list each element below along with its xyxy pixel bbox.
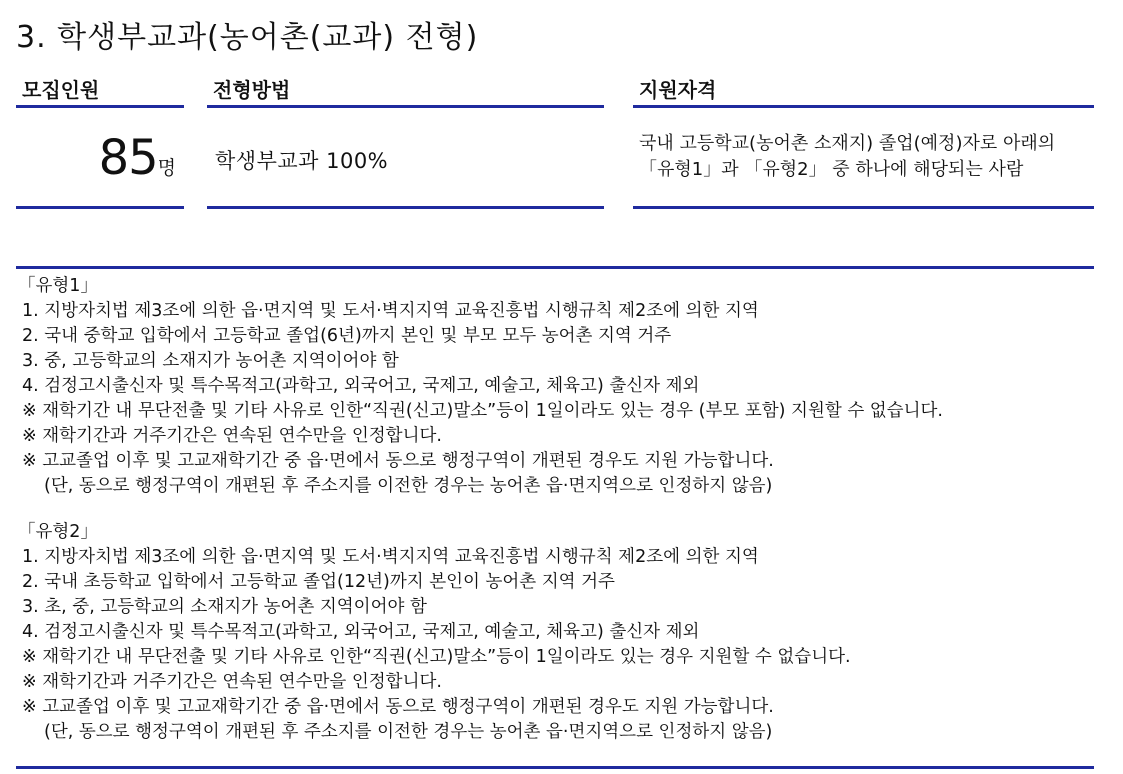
type-2-note: ※ 고교졸업 이후 및 고교재학기간 중 읍·면에서 동으로 행정구역이 개편된 경우도 지원 가능합니다. — [22, 697, 774, 717]
type-1-note: ※ 고교졸업 이후 및 고교재학기간 중 읍·면에서 동으로 행정구역이 개편된 경우도 지원 가능합니다. — [22, 451, 774, 471]
method-text: 학생부교과 100% — [215, 149, 389, 173]
type-2-note: ※ 재학기간과 거주기간은 연속된 연수만을 인정합니다. — [22, 672, 442, 692]
type-2-item: 3. 초, 중, 고등학교의 소재지가 농어촌 지역이어야 함 — [22, 597, 427, 617]
type-1-item: 2. 국내 중학교 입학에서 고등학교 졸업(6년)까지 본인 및 부모 모두 농어촌 지역 거주 — [22, 326, 672, 346]
qualification-column — [633, 76, 1094, 209]
type-1-title: 「유형1」 — [18, 276, 98, 296]
method-column — [207, 76, 604, 209]
type-1-note: ※ 재학기간과 거주기간은 연속된 연수만을 인정합니다. — [22, 426, 442, 446]
type-2-note: ※ 재학기간 내 무단전출 및 기타 사유로 인한“직권(신고)말소”등이 1일이라도 있는 경우 지원할 수 없습니다. — [22, 647, 851, 667]
quota-header: 모집인원 — [16, 76, 184, 108]
qualification-text: 국내 고등학교(농어촌 소재지) 졸업(예정)자로 아래의 「유형1」과 「유형2」 중 하나에 해당되는 사람 — [639, 133, 1056, 180]
type-2-block — [18, 520, 1108, 745]
method-cell — [207, 108, 604, 209]
qualification-header: 지원자격 — [633, 76, 1094, 108]
type-1-block — [18, 274, 1108, 499]
type-1-item: 1. 지방자치법 제3조에 의한 읍·면지역 및 도서·벽지지역 교육진흥법 시행규칙 제2조에 의한 지역 — [22, 301, 759, 321]
type-1-note-continuation: (단, 동으로 행정구역이 개편된 후 주소지를 이전한 경우는 농어촌 읍·면지역으로 인정하지 않음) — [44, 476, 773, 496]
quota-cell — [16, 108, 184, 209]
qualification-cell — [633, 108, 1094, 209]
quota-number: 85 — [98, 130, 158, 186]
type-1-item: 3. 중, 고등학교의 소재지가 농어촌 지역이어야 함 — [22, 351, 399, 371]
details-bottom-divider — [16, 766, 1094, 769]
quota-column — [16, 76, 184, 209]
type-2-item: 4. 검정고시출신자 및 특수목적고(과학고, 외국어고, 국제고, 예술고, 체육고) 출신자 제외 — [22, 622, 700, 642]
page-title: 3. 학생부교과(농어촌(교과) 전형) — [16, 20, 479, 55]
type-1-item: 4. 검정고시출신자 및 특수목적고(과학고, 외국어고, 국제고, 예술고, 체육고) 출신자 제외 — [22, 376, 700, 396]
type-2-title: 「유형2」 — [18, 522, 98, 542]
type-2-note-continuation: (단, 동으로 행정구역이 개편된 후 주소지를 이전한 경우는 농어촌 읍·면지역으로 인정하지 않음) — [44, 722, 773, 742]
method-header: 전형방법 — [207, 76, 604, 108]
eligibility-details — [18, 274, 1108, 745]
quota-value — [99, 130, 176, 186]
type-1-note: ※ 재학기간 내 무단전출 및 기타 사유로 인한“직권(신고)말소”등이 1일이라도 있는 경우 (부모 포함) 지원할 수 없습니다. — [22, 401, 943, 421]
details-top-divider — [16, 266, 1094, 269]
type-2-item: 1. 지방자치법 제3조에 의한 읍·면지역 및 도서·벽지지역 교육진흥법 시행규칙 제2조에 의한 지역 — [22, 547, 759, 567]
quota-unit: 명 — [157, 157, 176, 179]
type-2-item: 2. 국내 초등학교 입학에서 고등학교 졸업(12년)까지 본인이 농어촌 지역 거주 — [22, 572, 615, 592]
